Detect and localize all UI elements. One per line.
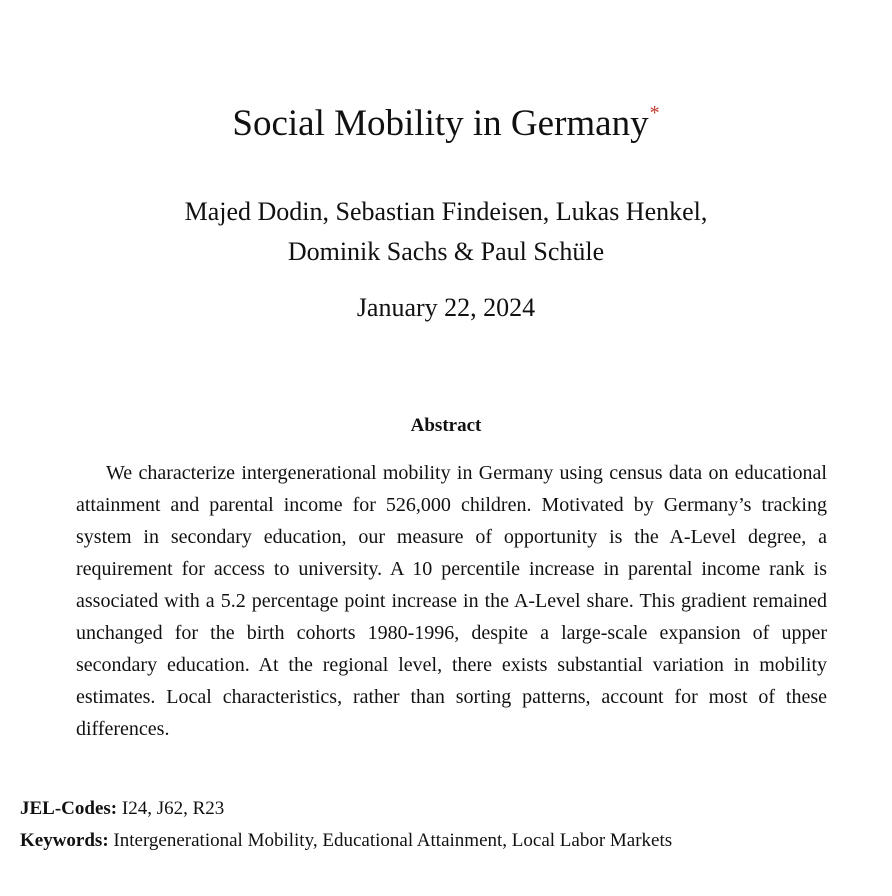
paper-title (0, 88, 892, 149)
keywords-value: Intergenerational Mobility, Educational Attainment, Local Labor Markets (113, 830, 673, 851)
title-footnote-mark[interactable]: * (649, 102, 660, 124)
author-line-2: Dominik Sachs & Paul Schüle (287, 237, 605, 266)
jel-codes-label: JEL-Codes: (20, 798, 118, 819)
keywords-label: Keywords: (20, 830, 109, 851)
abstract-text: We characterize intergenerational mobility in Germany using census data on educational attainment and parental income for 526,000 children. Motivated by Germany’s tracking system in secondary education, our measure of opportunity is the A-Level degree, a requirement for access to university. A 10 percentile increase in parental income rank is associated with a 5.2 percentage point increase in the A-Level share. This gradient remained unchanged for the birth cohorts 1980-1996, despite a large-scale expansion of upper secondary education. At the regional level, there exists substantial variation in mobility estimates. Local characteristics, rather than sorting patterns, account for most of these differences. (76, 462, 827, 740)
jel-codes (20, 795, 224, 823)
paper-date: January 22, 2024 (356, 293, 536, 322)
author-line-1: Majed Dodin, Sebastian Findeisen, Lukas Henkel, (184, 197, 708, 226)
paper-title-text: Social Mobility in Germany (232, 103, 649, 144)
author-list (0, 192, 892, 272)
keywords (20, 827, 672, 855)
jel-codes-value: I24, J62, R23 (121, 798, 225, 819)
abstract-heading: Abstract (410, 415, 482, 436)
